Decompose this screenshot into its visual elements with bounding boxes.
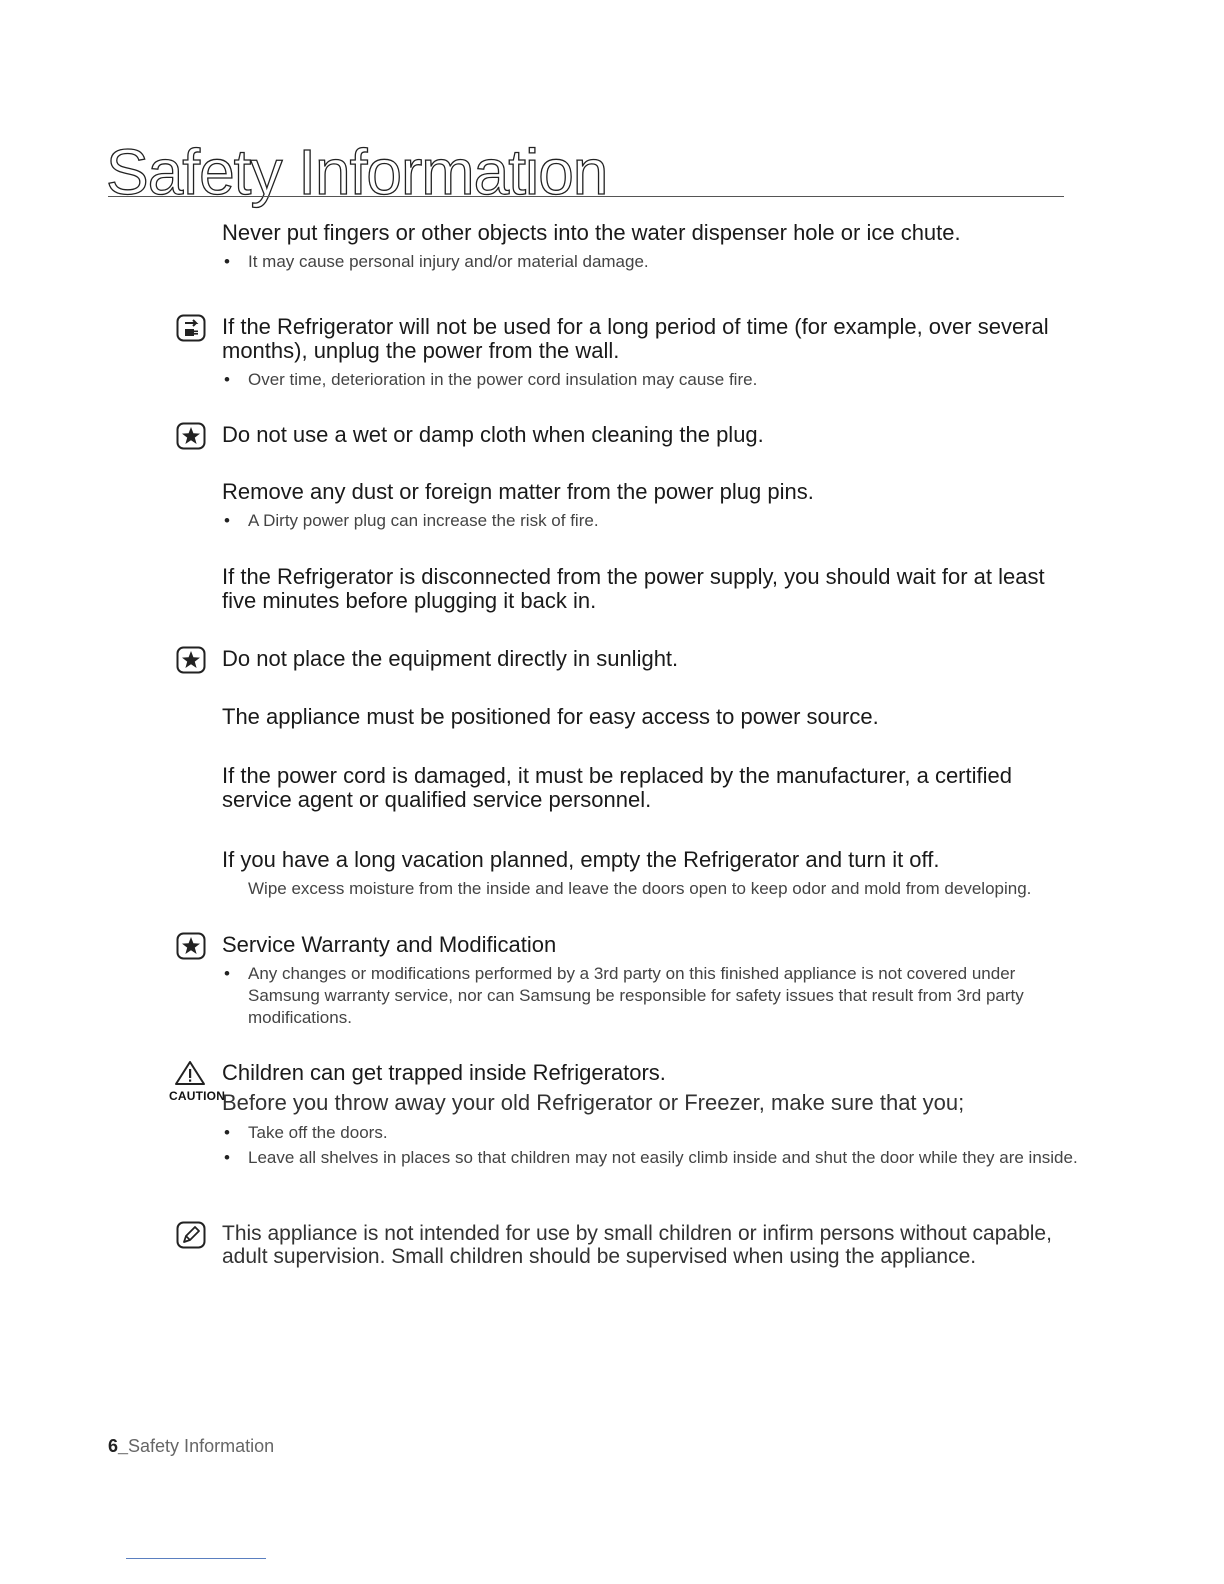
section-heading: Never put fingers or other objects into the water dispenser hole or ice chute. xyxy=(222,220,961,245)
section-subheading: Before you throw away your old Refrigerator or Freezer, make sure that you; xyxy=(222,1090,965,1115)
bullet-list xyxy=(222,963,1082,1029)
section-wet-cloth xyxy=(222,423,1082,447)
page-title: Safety Information xyxy=(106,136,608,208)
title-divider xyxy=(108,196,1064,197)
star-icon xyxy=(176,422,206,450)
page-number: 6_ xyxy=(108,1436,129,1456)
section-access xyxy=(222,705,1082,729)
section-heading: If you have a long vacation planned, empty the Refrigerator and turn it off. xyxy=(222,847,940,872)
caution-label: CAUTION xyxy=(169,1089,226,1103)
section-heading: If the power cord is damaged, it must be replaced by the manufacturer, a certified service agent or qualified service personnel. xyxy=(222,763,1012,812)
star-icon xyxy=(176,932,206,960)
unplug-icon xyxy=(176,314,206,342)
bullet-item: • Any changes or modifications performed by a 3rd party on this finished appliance is not covered under Samsung warranty service, nor can Samsung be responsible for safety issues that result from 3rd party modifications. xyxy=(222,963,1082,1029)
bullet-item: • It may cause personal injury and/or material damage. xyxy=(222,251,1082,273)
star-icon xyxy=(176,646,206,674)
section-heading: If the Refrigerator will not be used for a long period of time (for example, over several months), unplug the power from the wall. xyxy=(222,314,1049,363)
footer-divider xyxy=(126,1558,266,1559)
section-heading: The appliance must be positioned for easy access to power source. xyxy=(222,704,879,729)
bullet-item: • Leave all shelves in places so that children may not easily climb inside and shut the door while they are inside. xyxy=(222,1147,1082,1169)
section-children-trapped xyxy=(222,1061,1082,1169)
section-long-unused xyxy=(222,315,1082,391)
bullet-item: • A Dirty power plug can increase the risk of fire. xyxy=(222,510,1082,532)
section-heading: Remove any dust or foreign matter from the power plug pins. xyxy=(222,479,814,504)
note-text: This appliance is not intended for use by small children or infirm persons without capable, adult supervision. Small children should be supervised when using the appliance. xyxy=(222,1222,1052,1268)
section-water-dispenser xyxy=(222,221,1082,273)
section-dust xyxy=(222,480,1082,532)
bullet-list xyxy=(222,510,1082,532)
section-heading: Do not use a wet or damp cloth when cleaning the plug. xyxy=(222,422,764,447)
section-note: Wipe excess moisture from the inside and leave the doors open to keep odor and mold from developing. xyxy=(248,879,1032,898)
section-vacation xyxy=(222,848,1082,900)
note-pencil-icon xyxy=(176,1221,206,1249)
bullet-list xyxy=(222,369,1082,391)
bullet-item: • Over time, deterioration in the power cord insulation may cause fire. xyxy=(222,369,1082,391)
section-disconnected xyxy=(222,565,1082,613)
footer-label: Safety Information xyxy=(128,1436,275,1456)
section-heading: If the Refrigerator is disconnected from the power supply, you should wait for at least five minutes before plugging it back in. xyxy=(222,564,1045,613)
section-power-cord xyxy=(222,764,1082,812)
section-supervision-note xyxy=(222,1222,1072,1268)
section-heading: Do not place the equipment directly in sunlight. xyxy=(222,646,679,671)
page-footer xyxy=(108,1436,274,1457)
caution-triangle-icon xyxy=(174,1060,206,1086)
section-heading: Children can get trapped inside Refrigerators. xyxy=(222,1060,666,1085)
section-sunlight xyxy=(222,647,1082,671)
bullet-list xyxy=(222,1122,1082,1169)
bullet-item: • Take off the doors. xyxy=(222,1122,1082,1144)
section-warranty xyxy=(222,933,1082,1029)
section-heading: Service Warranty and Modification xyxy=(222,932,557,957)
bullet-list xyxy=(222,251,1082,273)
